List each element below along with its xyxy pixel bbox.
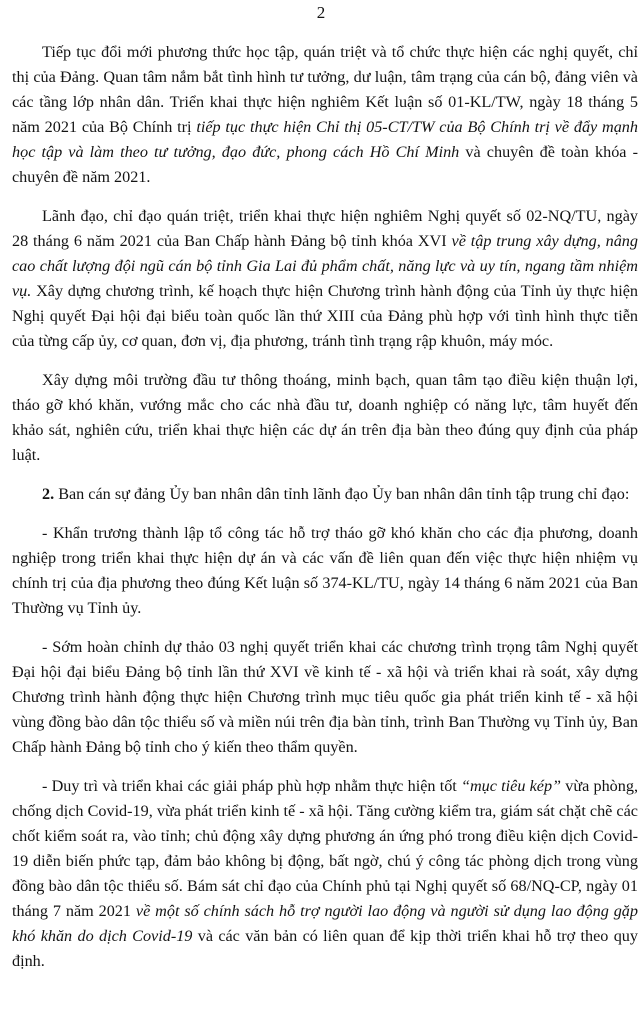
text-run: - Sớm hoàn chỉnh dự thảo 03 nghị quyết triển khai các chương trình trọng tâm Nghị quyết Đại hội đại biểu Đảng bộ tỉnh lần thứ XVI về kinh tế - xã hội và triển khai rà soát, xây dựng Chương trình hành động thực hiện Chương trình mục tiêu quốc gia phát triển kinh tế - xã hội vùng đồng bào dân tộc thiểu số và miền núi trên địa bàn tỉnh, trình Ban Thường vụ Tỉnh ủy, Ban Chấp hành Đảng bộ tỉnh cho ý kiến theo thẩm quyền. xyxy=(12,638,638,756)
text-run: Xây dựng môi trường đầu tư thông thoáng, minh bạch, quan tâm tạo điều kiện thuận lợi, tháo gỡ khó khăn, vướng mắc cho các nhà đầu tư, doanh nghiệp có năng lực, tâm huyết đến khảo sát, nghiên cứu, triển khai thực hiện các dự án trên địa bàn theo đúng quy định của pháp luật. xyxy=(12,371,638,464)
bullet-paragraph xyxy=(12,635,638,760)
text-run: Lãnh đạo, chỉ đạo quán triệt, triển khai thực hiện nghiêm Nghị quyết số 02-NQ/TU, ngày 28 tháng 6 năm 2021 của Ban Chấp hành Đảng bộ tỉnh khóa XVI xyxy=(12,207,638,250)
text-run: Ban cán sự đảng Ủy ban nhân dân tỉnh lãnh đạo Ủy ban nhân dân tỉnh tập trung chỉ đạo: xyxy=(54,485,630,503)
text-run: - Duy trì và triển khai các giải pháp phù hợp nhằm thực hiện tốt xyxy=(42,777,461,795)
paragraph xyxy=(12,368,638,468)
section-heading-paragraph xyxy=(12,482,638,507)
text-run: và các văn bản có liên quan để kịp thời triển khai hỗ trợ theo quy định. xyxy=(12,927,638,970)
text-run: và chuyên đề toàn khóa - chuyên đề năm 2021. xyxy=(12,143,638,186)
text-run: vừa phòng, chống dịch Covid-19, vừa phát triển kinh tế - xã hội. Tăng cường kiểm tra, giám sát chặt chẽ các chốt kiểm soát ra, vào tỉnh; chủ động xây dựng phương án ứng phó trong điều kiện dịch Covid-19 diễn biến phức tạp, đảm bảo không bị động, bất ngờ, chú ý công tác phòng dịch trong vùng đồng bào dân tộc thiểu số. Bám sát chỉ đạo của Chính phủ tại Nghị quyết số 68/NQ-CP, ngày 01 tháng 7 năm 2021 xyxy=(12,777,638,920)
paragraph xyxy=(12,40,638,190)
paragraph xyxy=(12,204,638,354)
text-run: - Khẩn trương thành lập tổ công tác hỗ trợ tháo gỡ khó khăn cho các địa phương, doanh nghiệp trong triển khai thực hiện dự án và các vấn đề liên quan đến việc thực hiện nhiệm vụ chính trị của địa phương theo đúng Kết luận số 374-KL/TU, ngày 14 tháng 6 năm 2021 của Ban Thường vụ Tỉnh ủy. xyxy=(12,524,638,617)
italic-text-run: “mục tiêu kép” xyxy=(460,777,562,795)
italic-text-run: về tập trung xây dựng, nâng cao chất lượng đội ngũ cán bộ tỉnh Gia Lai đủ phẩm chất, năng lực và uy tín, ngang tầm nhiệm vụ. xyxy=(12,232,638,300)
document-body xyxy=(12,40,638,988)
text-run: Tiếp tục đổi mới phương thức học tập, quán triệt và tổ chức thực hiện các nghị quyết, chỉ thị của Đảng. Quan tâm nắm bắt tình hình tư tưởng, dư luận, tâm trạng của cán bộ, đảng viên và các tầng lớp nhân dân. Triển khai thực hiện nghiêm Kết luận số 01-KL/TW, ngày 18 tháng 5 năm 2021 của Bộ Chính trị xyxy=(12,43,638,136)
italic-text-run: về một số chính sách hỗ trợ người lao động và người sử dụng lao động gặp khó khăn do dịch Covid-19 xyxy=(12,902,638,945)
page-number: 2 xyxy=(316,3,326,22)
text-run: Xây dựng chương trình, kế hoạch thực hiện Chương trình hành động của Tỉnh ủy thực hiện Nghị quyết Đại hội đại biểu toàn quốc lần thứ XIII của Đảng phù hợp với tình hình thực tiễn của từng cấp ủy, cơ quan, đơn vị, địa phương, tránh tình trạng rập khuôn, máy móc. xyxy=(12,282,638,350)
bullet-paragraph xyxy=(12,521,638,621)
italic-text-run: tiếp tục thực hiện Chỉ thị 05-CT/TW của Bộ Chính trị về đẩy mạnh học tập và làm theo tư tưởng, đạo đức, phong cách Hồ Chí Minh xyxy=(12,118,638,161)
section-number: 2. xyxy=(42,485,55,503)
bullet-paragraph xyxy=(12,774,638,974)
